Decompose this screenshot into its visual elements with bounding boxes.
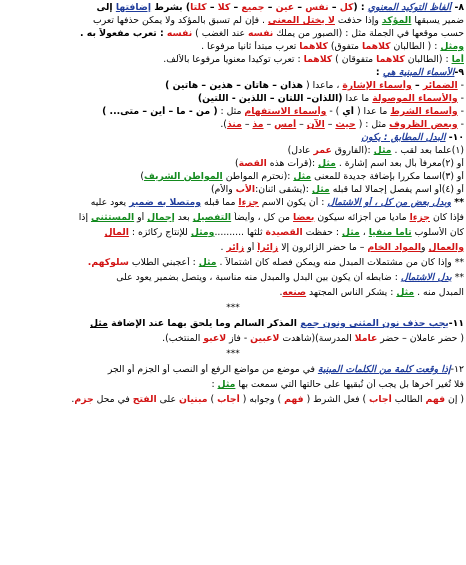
text-segment: الطالب <box>391 394 426 405</box>
line-10-partial-1 <box>2 197 464 209</box>
text-segment: - <box>457 93 464 104</box>
text-segment: كلاهما <box>299 41 328 52</box>
text-segment: ) وجوابه ( <box>239 394 285 405</box>
text-segment: فإذا كان <box>430 212 464 223</box>
text-segment: المنتخب). <box>162 333 204 344</box>
text-segment: : أن يكون الاسم <box>258 197 328 208</box>
line-12-title <box>2 364 464 376</box>
text-segment: – <box>328 2 340 13</box>
text-segment: . <box>71 394 75 405</box>
text-segment: القصيدة <box>265 227 303 238</box>
text-segment: حيث <box>335 119 356 130</box>
text-segment: ماديا من أجزائه سيكون <box>314 212 410 223</box>
text-segment: المؤكد <box>381 15 412 26</box>
text-segment: أجاب <box>369 394 392 405</box>
text-segment: (١)علما بعد لقب . <box>391 145 464 156</box>
text-segment: أو <box>244 242 258 253</box>
text-segment: بعضا <box>292 212 315 223</box>
text-segment: أجاب <box>217 394 240 405</box>
text-segment: – <box>264 2 276 13</box>
text-segment: والأسماء الموصولة <box>372 93 458 104</box>
text-segment: مثل <box>198 257 217 268</box>
text-segment: : حفظت <box>302 227 342 238</box>
text-segment: – <box>206 2 218 13</box>
text-segment: وأسماء الاستفهام <box>244 106 327 117</box>
text-segment: لا يختل المعنى <box>267 15 335 26</box>
text-segment: إلى <box>96 2 116 13</box>
text-segment: عاملا <box>354 333 378 344</box>
text-segment: كان الأسلوب <box>411 227 464 238</box>
text-segment: : ( الطالبان <box>390 41 441 52</box>
text-segment: صنعه <box>282 287 307 298</box>
text-segment: ضمير يسبقها <box>411 15 464 26</box>
text-segment: إذا وقعت كلمة من الكلمات المبنية <box>317 364 451 375</box>
line-12-example <box>2 394 464 406</box>
text-segment: جزم <box>74 394 94 405</box>
text-segment: ما عدا ( <box>354 106 391 117</box>
text-segment: ). <box>220 119 227 130</box>
text-segment: بدل الاشتمال <box>400 272 452 283</box>
text-segment: – <box>324 119 336 130</box>
text-segment: – <box>263 119 275 130</box>
text-segment: كلاهما <box>376 54 405 65</box>
text-segment: إجمال <box>147 212 175 223</box>
separator-stars-2: *** <box>226 349 240 359</box>
text-segment: : <box>211 379 218 390</box>
text-segment: الأب <box>235 184 256 195</box>
text-segment: مثل <box>373 145 392 156</box>
text-segment: ) - <box>326 106 343 117</box>
text-segment: هذان – هاتان – هذين – هاتين ) <box>165 80 304 91</box>
text-segment: بعد <box>174 212 193 223</box>
text-segment: نفس <box>305 2 329 13</box>
text-segment: كل <box>339 2 354 13</box>
text-segment: أو (٢)معرفاً بأل بعد اسم إشارة . <box>335 158 464 169</box>
text-segment: نفسه <box>166 28 193 39</box>
text-segment: زائر <box>226 242 245 253</box>
text-segment: والأم) <box>210 184 236 195</box>
text-segment: المبدل منه . <box>414 287 464 298</box>
text-segment: وبعض الظروف <box>389 119 458 130</box>
line-8-title <box>2 2 464 14</box>
text-segment: الفتح <box>132 394 157 405</box>
text-segment: المدرسة)(شاهدت <box>279 333 355 344</box>
text-segment: والعمال <box>428 242 464 253</box>
line-11-title <box>2 318 464 330</box>
text-segment: أما <box>451 54 464 65</box>
line-10-item-2 <box>2 158 464 170</box>
text-segment: جزءا <box>238 197 259 208</box>
text-segment: متفوقان ) <box>332 54 377 65</box>
line-10-partial-2 <box>2 212 464 224</box>
text-segment: إضافتها <box>115 2 152 13</box>
text-segment: مثل <box>318 158 336 169</box>
text-segment: التفصيل <box>192 212 232 223</box>
text-segment: حسب موقعها في الجملة مثل : (الصبور من يملك <box>273 28 464 39</box>
line-8-example-1 <box>2 41 464 53</box>
text-segment: : ( <box>353 2 368 13</box>
text-segment: وأسماء الشرط <box>390 106 458 117</box>
text-segment: و <box>421 242 429 253</box>
text-segment: لاعبو <box>203 333 227 344</box>
text-segment: :(قرأت هذه <box>266 158 319 169</box>
line-10-partial-3 <box>2 227 464 239</box>
text-segment: كلاهما <box>303 54 333 65</box>
text-segment: لاعبين <box>250 333 280 344</box>
text-segment: ومثل <box>440 41 464 52</box>
line-10-item-1 <box>2 145 464 157</box>
text-segment: فهم <box>284 394 304 405</box>
text-segment: ومتصلا به ضمير <box>129 197 202 208</box>
separator-stars-1: *** <box>226 303 240 313</box>
text-segment: المذكر السالم وما يلحق بهما عند الإضافة <box>107 318 301 329</box>
text-segment: فهم <box>425 394 446 405</box>
text-segment: ١٢- <box>450 364 464 375</box>
text-segment: : تعرب مفعولاً به . <box>80 28 167 39</box>
text-segment: أو <box>134 212 148 223</box>
line-8-body-2 <box>2 28 464 40</box>
text-segment: تعرب مبتدأ ثانيا مرفوعا . <box>201 41 300 52</box>
text-segment: في محل <box>93 394 133 405</box>
text-segment: - <box>457 119 464 130</box>
text-segment: المواد الخام <box>367 242 422 253</box>
text-segment: كلاهما <box>361 41 391 52</box>
text-segment: مثل : <box>217 106 245 117</box>
text-segment: جميع <box>241 2 265 13</box>
text-segment: مثل <box>217 379 236 390</box>
line-10-inclusion-2 <box>2 272 464 284</box>
text-segment: : أعجبني الطلاب <box>128 257 199 268</box>
text-segment: سلوكهم. <box>87 257 129 268</box>
text-segment: في موضع من مواضع الرفع أو النصب أو الجزم أو الجر <box>107 364 318 375</box>
text-segment: مثل <box>293 171 312 182</box>
text-segment: ١١- <box>448 318 464 329</box>
text-segment: . فإن لم تسبق بالمؤكد ولا يمكن حذفها تعرب <box>92 15 268 26</box>
text-segment: ألفاظ التوكيد المعنوي <box>367 2 452 13</box>
text-segment: ما عدا <box>342 93 373 104</box>
text-segment: ** <box>451 272 464 283</box>
text-segment: ٩- <box>454 67 464 78</box>
text-segment: عند الغضب ) <box>192 28 248 39</box>
line-10-item-4 <box>2 184 464 196</box>
text-segment: مثل : ( <box>355 119 390 130</box>
text-segment: متفوق) <box>327 41 362 52</box>
line-9-relatives <box>2 93 464 105</box>
text-segment: مثل <box>311 184 330 195</box>
text-segment: - <box>457 106 464 117</box>
text-segment: : (الطالبان <box>404 54 452 65</box>
line-10-partial-4 <box>2 242 464 254</box>
text-segment: مذ <box>252 119 264 130</box>
text-segment: الآن <box>306 119 325 130</box>
line-10-item-3 <box>2 171 464 183</box>
text-segment: من كل ، وأيضاً <box>231 212 293 223</box>
text-segment: ) <box>207 394 218 405</box>
line-9-adverbs <box>2 119 464 131</box>
text-segment: مما قبله <box>201 197 239 208</box>
text-segment: أي <box>342 106 354 117</box>
text-segment: زائراً <box>257 242 279 253</box>
text-segment: ٨- <box>451 2 464 13</box>
text-segment: وبدل بعض من كل ، أو الاشتمال <box>327 197 452 208</box>
text-segment: - فاز <box>226 333 251 344</box>
text-segment: ( من - ما – أين – متى... ) <box>102 106 218 117</box>
text-segment: الأسماء المبنية هي <box>382 67 455 78</box>
text-segment: : ضابطه أن يكون بين البدل والمبدل منه مناسبة ، ويتصل بضمير يعود على <box>116 272 401 283</box>
text-segment: على <box>156 394 179 405</box>
text-segment: – <box>230 2 242 13</box>
text-segment: وأسماء الإشارة <box>342 80 412 91</box>
line-11-example <box>2 333 464 345</box>
text-segment: فلا تُغير آخرها بل يجب أن تُبقيها على حالتها التي سمعت بها <box>235 379 464 390</box>
text-segment: - <box>457 80 464 91</box>
text-segment: ** وإذا كان من مشتملات المبدل منه ويمكن فصله كان اشتمالاً . <box>216 257 464 268</box>
text-segment: ثلثها .......... <box>214 227 266 238</box>
text-segment: المال <box>104 227 129 238</box>
text-segment: . <box>220 242 227 253</box>
text-segment: كلا <box>217 2 231 13</box>
text-segment: : يشكر الناس المجتهد <box>306 287 397 298</box>
text-segment: مبنيان <box>178 394 208 405</box>
line-9-pronouns <box>2 80 464 92</box>
text-segment: المستثنى <box>90 212 135 223</box>
text-segment: – ما حضر الزائرون إلا <box>278 242 368 253</box>
text-segment: : تعرب توكيدا معنويا مرفوعا بالألف. <box>163 54 304 65</box>
text-segment: يجب حذف نون المثنى ونون جمع <box>300 318 449 329</box>
text-segment: إذا <box>78 212 91 223</box>
text-segment: وإذا حذفت <box>334 15 382 26</box>
text-segment: عين <box>275 2 295 13</box>
text-segment: يعود عليه <box>90 197 130 208</box>
text-segment: تاما منفيا <box>368 227 412 238</box>
text-segment: البدل المطابق : يكون <box>361 132 446 143</box>
text-segment: مثل <box>90 318 108 329</box>
line-9-title <box>2 67 464 79</box>
text-segment: مثل <box>341 227 360 238</box>
text-segment: جزءا <box>409 212 430 223</box>
text-segment: المواطن الشريف <box>143 171 223 182</box>
text-segment: نفسه <box>247 28 274 39</box>
text-segment: – <box>296 119 307 130</box>
text-segment: أو (٣)اسما مكررا بإضافة جديدة للمعنى <box>311 171 464 182</box>
text-segment: ( إن <box>445 394 464 405</box>
text-segment: أمس <box>274 119 297 130</box>
text-segment: :(يشقى اثنان: <box>255 184 312 195</box>
line-8-example-2 <box>2 54 464 66</box>
text-segment: مثل <box>396 287 415 298</box>
line-12-body <box>2 379 464 391</box>
text-segment: ) <box>140 171 144 182</box>
text-segment: ** <box>451 197 464 208</box>
text-segment: أو (٤)أو اسم يفصل إجمالا لما قبله <box>329 184 464 195</box>
text-segment: ) بشرط <box>151 2 191 13</box>
text-segment: – <box>294 2 306 13</box>
text-segment: ) فعل الشرط ( <box>303 394 370 405</box>
text-segment: . <box>279 287 283 298</box>
text-segment: ومثل <box>190 227 215 238</box>
text-segment: ( حضر عاملان – حضر <box>377 333 464 344</box>
text-segment: الضمائر <box>422 80 458 91</box>
text-segment: كلتا <box>190 2 207 13</box>
text-segment: ١٠- <box>445 132 464 143</box>
line-10-title <box>2 132 464 144</box>
text-segment: القصة <box>238 158 267 169</box>
text-segment: :(نحترم المواطن <box>222 171 294 182</box>
text-segment: ، ماعدا ( <box>303 80 343 91</box>
text-segment: منذ <box>226 119 242 130</box>
text-segment: :(الفاروق <box>331 145 374 156</box>
line-9-conditional <box>2 106 464 118</box>
line-10-inclusion-1 <box>2 257 464 269</box>
text-segment: ، <box>359 227 369 238</box>
text-segment: – <box>241 119 253 130</box>
line-10-inclusion-3 <box>2 287 464 299</box>
text-segment: – <box>411 80 423 91</box>
text-segment: : <box>375 67 383 78</box>
text-segment: ) <box>235 158 239 169</box>
line-8-body-1 <box>2 15 464 27</box>
text-segment: للإنتاج ركائزه : <box>128 227 191 238</box>
text-segment: (اللذان– اللتان – اللذين - اللتين) <box>197 93 343 104</box>
text-segment: عمر <box>313 145 332 156</box>
text-segment: عادل) <box>287 145 314 156</box>
